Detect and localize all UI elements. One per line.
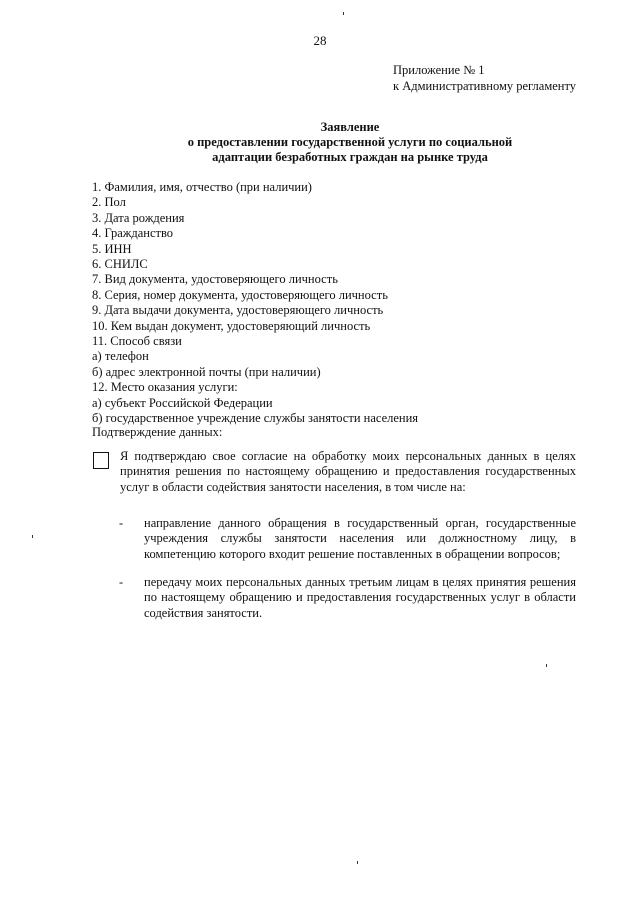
field-item: 4. Гражданство [92,226,174,241]
scan-speck [343,12,344,15]
page-number: 28 [313,33,327,48]
field-item: 1. Фамилия, имя, отчество (при наличии) [92,180,312,194]
field-item: 8. Серия, номер документа, удостоверяющего личность [92,287,388,302]
bullet-dash: - [119,516,124,530]
field-item: 5. ИНН [92,241,132,256]
appendix-line-2: к Административному регламенту [393,79,577,93]
consent-bullet [119,516,576,562]
field-item: 11. Способ связи [92,334,182,349]
field-item: 10. Кем выдан документ, удостоверяющий личность [92,318,371,333]
scan-speck [546,664,547,667]
consent-checkbox[interactable] [93,452,109,469]
field-item: 6. СНИЛС [92,257,148,272]
field-item: а) телефон [92,349,149,364]
bullet-text: передачу моих персональных данных третьим лицам в целях принятия решения по настоящему обращению и предоставления государственных услуг в области содействия занятости. [144,575,576,620]
field-item: а) субъект Российской Федерации [92,395,273,410]
consent-bullet [119,575,576,621]
scan-speck [32,535,33,538]
field-item: б) государственное учреждение службы занятости населения [92,411,419,426]
field-item: б) адрес электронной почты (при наличии) [92,364,321,379]
application-fields-list [92,180,418,427]
field-item: 3. Дата рождения [92,210,185,225]
consent-text: Я подтверждаю свое согласие на обработку моих персональных данных в целях принятия решения по настоящему обращению и предоставления государственных услуг в области содействия занятости населения, в том числе на: [120,449,576,494]
field-item: 2. Пол [92,195,126,210]
title-line-1: Заявление [320,120,380,134]
appendix-line-1: Приложение № 1 [393,63,485,77]
field-item: 7. Вид документа, удостоверяющего личность [92,272,338,287]
scan-speck [357,861,358,864]
confirmation-label: Подтверждение данных: [92,425,223,439]
document-title [0,120,640,165]
appendix-header [393,62,576,94]
bullet-text: направление данного обращения в государственный орган, государственные учреждения службы занятости населения или должностному лицу, в компетенцию которого входит решение поставленных в обращении вопросов; [144,516,576,561]
title-line-3: адаптации безработных граждан на рынке труда [212,150,488,164]
field-item: 12. Место оказания услуги: [92,380,238,395]
field-item: 9. Дата выдачи документа, удостоверяющего личность [92,303,384,318]
title-line-2: о предоставлении государственной услуги по социальной [187,135,513,149]
bullet-dash: - [119,575,124,589]
